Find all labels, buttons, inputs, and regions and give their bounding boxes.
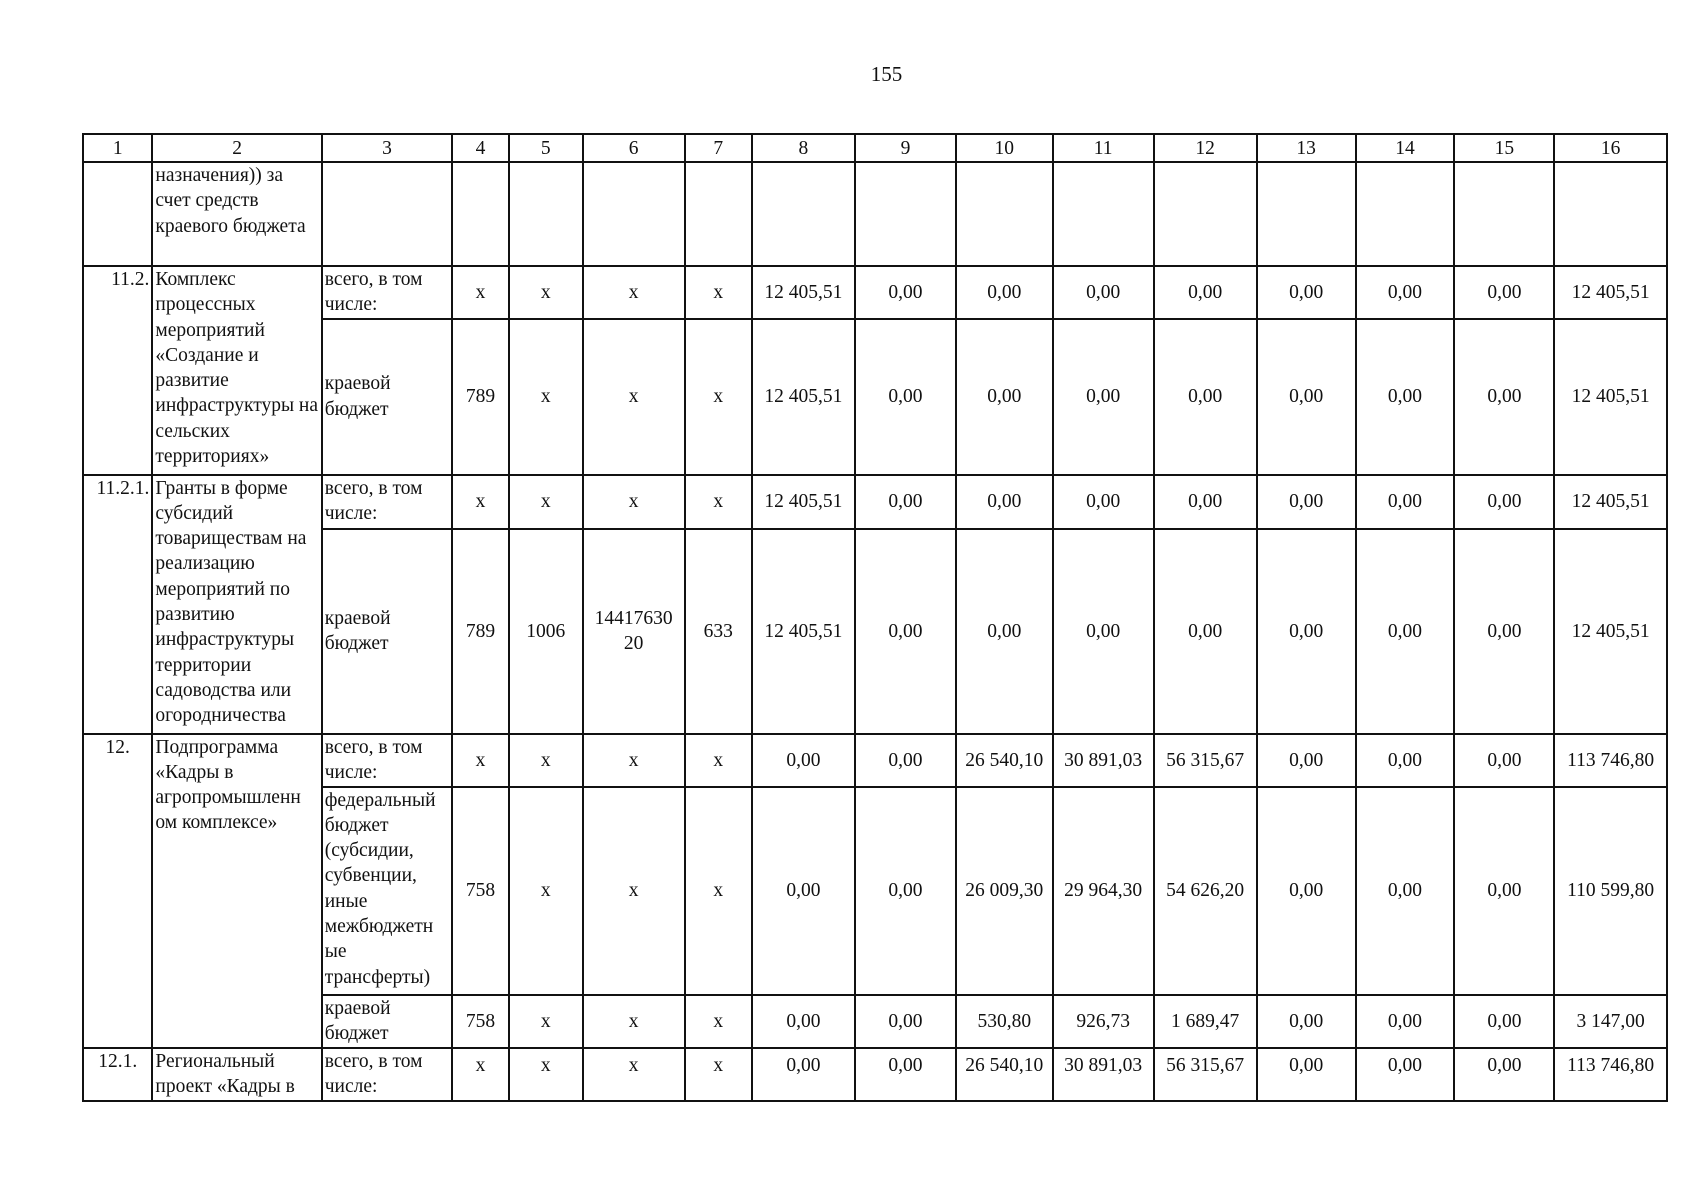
value-cell: 0,00 (1454, 529, 1554, 734)
value-cell: 0,00 (1053, 529, 1154, 734)
value-cell: 0,00 (1356, 529, 1455, 734)
value-cell: x (509, 1048, 583, 1101)
value-cell: 0,00 (1257, 529, 1356, 734)
value-cell: x (685, 475, 752, 529)
value-cell: 633 (685, 529, 752, 734)
source-label: краевой бюджет (322, 529, 452, 734)
value-cell: 0,00 (1356, 319, 1455, 475)
column-header: 3 (322, 134, 452, 162)
value-cell: 0,00 (956, 529, 1053, 734)
column-header: 2 (152, 134, 321, 162)
value-cell: x (685, 1048, 752, 1101)
value-cell: x (583, 995, 685, 1048)
value-cell: 0,00 (1154, 529, 1257, 734)
row-code: 12.1. (83, 1048, 152, 1101)
value-cell: 0,00 (855, 995, 956, 1048)
value-cell: 0,00 (1454, 266, 1554, 319)
empty-cell (685, 162, 752, 266)
table-row (83, 1048, 1667, 1101)
value-cell: 0,00 (956, 319, 1053, 475)
empty-cell (1454, 162, 1554, 266)
value-cell: 12 405,51 (1554, 266, 1667, 319)
value-cell: x (452, 1048, 509, 1101)
value-cell: 26 009,30 (956, 787, 1053, 995)
table-row (83, 266, 1667, 319)
value-cell: 12 405,51 (752, 319, 855, 475)
value-cell: 12 405,51 (1554, 475, 1667, 529)
row-name: Региональный проект «Кадры в (152, 1048, 321, 1101)
value-cell: 0,00 (1053, 319, 1154, 475)
value-cell: 1 689,47 (1154, 995, 1257, 1048)
source-label: краевой бюджет (322, 995, 452, 1048)
empty-cell (452, 162, 509, 266)
value-cell: 113 746,80 (1554, 1048, 1667, 1101)
value-cell: 789 (452, 529, 509, 734)
column-header: 6 (583, 134, 685, 162)
value-cell: 0,00 (855, 266, 956, 319)
value-cell: 0,00 (1454, 734, 1554, 787)
value-cell: x (685, 734, 752, 787)
row-name: Комплекс процессных мероприятий «Создание и развитие инфраструктуры на сельских территориях» (152, 266, 321, 475)
table-row (83, 162, 1667, 266)
value-cell: x (509, 995, 583, 1048)
value-cell: 0,00 (1257, 266, 1356, 319)
row-name: назначения)) за счет средств краевого бюджета (152, 162, 321, 266)
empty-cell (1257, 162, 1356, 266)
value-cell: 0,00 (956, 266, 1053, 319)
column-header: 10 (956, 134, 1053, 162)
value-cell: x (509, 319, 583, 475)
value-cell: 56 315,67 (1154, 1048, 1257, 1101)
value-cell: 26 540,10 (956, 1048, 1053, 1101)
value-cell: x (509, 266, 583, 319)
value-cell: 0,00 (855, 787, 956, 995)
value-cell: 12 405,51 (1554, 529, 1667, 734)
value-cell: 0,00 (1257, 787, 1356, 995)
column-header: 7 (685, 134, 752, 162)
value-cell: 0,00 (752, 787, 855, 995)
row-code: 11.2.1. (83, 475, 152, 734)
value-cell: 0,00 (1257, 319, 1356, 475)
value-cell: 110 599,80 (1554, 787, 1667, 995)
column-header: 15 (1454, 134, 1554, 162)
value-cell: 0,00 (855, 319, 956, 475)
value-cell: x (685, 266, 752, 319)
empty-cell (1154, 162, 1257, 266)
column-header: 8 (752, 134, 855, 162)
empty-cell (583, 162, 685, 266)
value-cell: 30 891,03 (1053, 734, 1154, 787)
value-cell: 0,00 (855, 734, 956, 787)
value-cell: x (452, 475, 509, 529)
value-cell: 0,00 (752, 734, 855, 787)
value-cell: 29 964,30 (1053, 787, 1154, 995)
column-header: 14 (1356, 134, 1455, 162)
value-cell: 0,00 (1356, 266, 1455, 319)
value-cell: 14417630 20 (583, 529, 685, 734)
page-number: 155 (870, 62, 903, 86)
value-cell: x (509, 787, 583, 995)
row-code (83, 162, 152, 266)
value-cell: x (685, 319, 752, 475)
value-cell: 0,00 (855, 529, 956, 734)
value-cell: 0,00 (1257, 475, 1356, 529)
value-cell: 3 147,00 (1554, 995, 1667, 1048)
value-cell: 0,00 (1356, 734, 1455, 787)
column-header: 1 (83, 134, 152, 162)
value-cell: x (583, 266, 685, 319)
value-cell: 789 (452, 319, 509, 475)
value-cell: 0,00 (752, 995, 855, 1048)
value-cell: 54 626,20 (1154, 787, 1257, 995)
value-cell: 0,00 (1257, 995, 1356, 1048)
value-cell: 0,00 (1454, 475, 1554, 529)
value-cell: 0,00 (1454, 787, 1554, 995)
value-cell: x (583, 787, 685, 995)
value-cell: 0,00 (1257, 1048, 1356, 1101)
value-cell: x (583, 475, 685, 529)
source-label: краевой бюджет (322, 319, 452, 475)
value-cell: 0,00 (956, 475, 1053, 529)
column-header: 16 (1554, 134, 1667, 162)
value-cell: x (583, 319, 685, 475)
source-label: всего, в том числе: (322, 734, 452, 787)
source-label: федеральный бюджет (субсидии, субвенции, иные межбюджетн ые трансферты) (322, 787, 452, 995)
value-cell: 0,00 (1053, 266, 1154, 319)
table-row (83, 475, 1667, 529)
empty-cell (1554, 162, 1667, 266)
value-cell: 0,00 (1356, 475, 1455, 529)
value-cell: 26 540,10 (956, 734, 1053, 787)
value-cell: 0,00 (1154, 475, 1257, 529)
value-cell: 0,00 (1356, 787, 1455, 995)
value-cell: 0,00 (1154, 319, 1257, 475)
value-cell: 12 405,51 (752, 529, 855, 734)
row-name: Гранты в форме субсидий товариществам на реализацию мероприятий по развитию инфраструктуры территории садоводства или огородничества (152, 475, 321, 734)
empty-cell (956, 162, 1053, 266)
value-cell: x (685, 787, 752, 995)
source-label: всего, в том числе: (322, 475, 452, 529)
empty-cell (752, 162, 855, 266)
value-cell: x (509, 734, 583, 787)
value-cell: x (685, 995, 752, 1048)
value-cell: 0,00 (1454, 995, 1554, 1048)
value-cell: 12 405,51 (1554, 319, 1667, 475)
value-cell: 0,00 (1154, 266, 1257, 319)
value-cell: 0,00 (855, 475, 956, 529)
column-header: 4 (452, 134, 509, 162)
value-cell: 530,80 (956, 995, 1053, 1048)
value-cell: x (583, 1048, 685, 1101)
value-cell: x (452, 734, 509, 787)
value-cell: 0,00 (855, 1048, 956, 1101)
row-code: 12. (83, 734, 152, 1048)
column-header: 13 (1257, 134, 1356, 162)
source-label: всего, в том числе: (322, 1048, 452, 1101)
column-header: 11 (1053, 134, 1154, 162)
empty-cell (855, 162, 956, 266)
value-cell: x (452, 266, 509, 319)
value-cell: 0,00 (1257, 734, 1356, 787)
value-cell: 1006 (509, 529, 583, 734)
value-cell: 758 (452, 787, 509, 995)
column-header: 5 (509, 134, 583, 162)
row-code: 11.2. (83, 266, 152, 475)
budget-table (82, 133, 1668, 1102)
empty-cell (1053, 162, 1154, 266)
table-row (83, 734, 1667, 787)
value-cell: x (583, 734, 685, 787)
empty-cell (509, 162, 583, 266)
column-header: 12 (1154, 134, 1257, 162)
value-cell: 0,00 (1053, 475, 1154, 529)
value-cell: 56 315,67 (1154, 734, 1257, 787)
value-cell: 12 405,51 (752, 266, 855, 319)
value-cell: 0,00 (1454, 1048, 1554, 1101)
value-cell: x (509, 475, 583, 529)
row-name: Подпрограмма «Кадры в агропромышленн ом комплексе» (152, 734, 321, 1048)
value-cell: 758 (452, 995, 509, 1048)
value-cell: 0,00 (1454, 319, 1554, 475)
value-cell: 926,73 (1053, 995, 1154, 1048)
value-cell: 0,00 (1356, 995, 1455, 1048)
source-label: всего, в том числе: (322, 266, 452, 319)
empty-cell (1356, 162, 1455, 266)
header-row (83, 134, 1667, 162)
value-cell: 0,00 (752, 1048, 855, 1101)
value-cell: 12 405,51 (752, 475, 855, 529)
value-cell: 30 891,03 (1053, 1048, 1154, 1101)
empty-cell (322, 162, 452, 266)
value-cell: 113 746,80 (1554, 734, 1667, 787)
column-header: 9 (855, 134, 956, 162)
value-cell: 0,00 (1356, 1048, 1455, 1101)
